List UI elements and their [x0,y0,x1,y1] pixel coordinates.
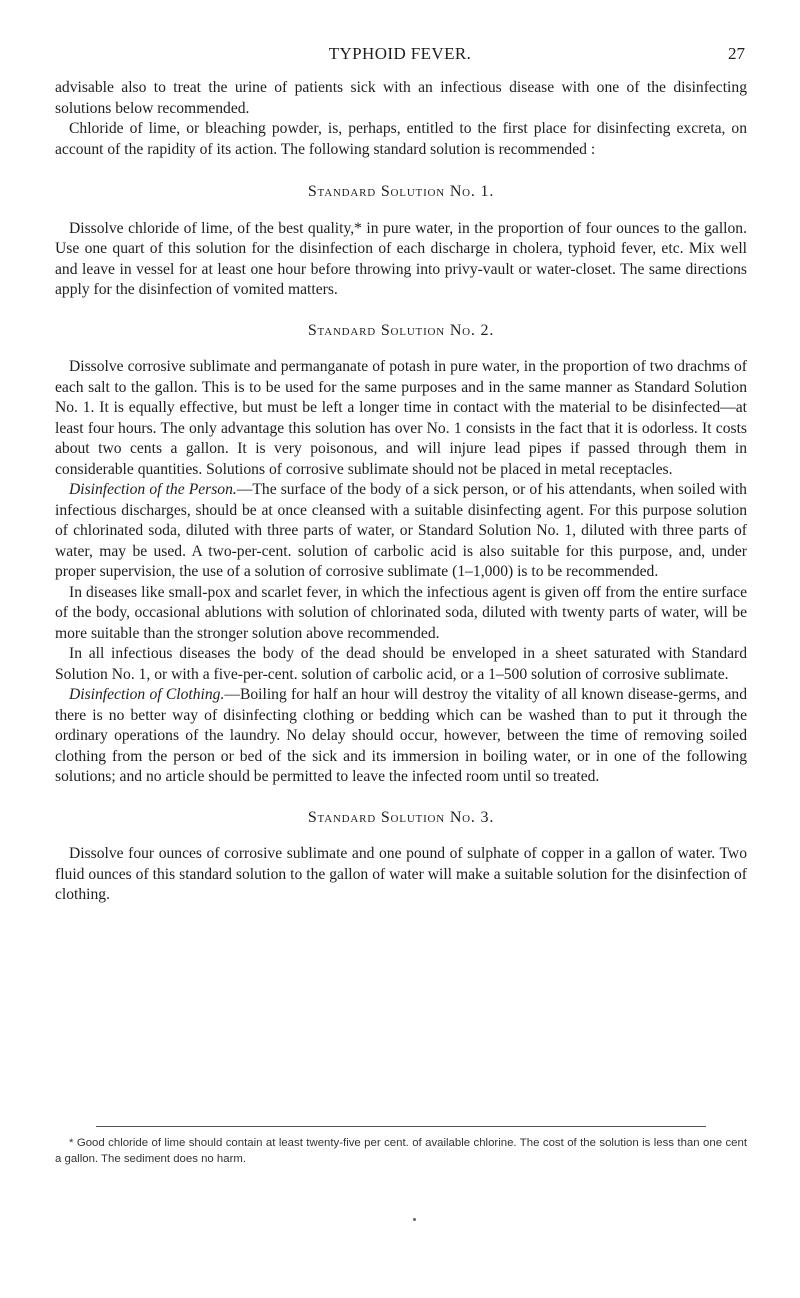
text-disinfection-clothing: —Boiling for half an hour will destroy the vitality of all known disease-germs, and there is no better way of disinfecting clothing or bedding which can be washed than to put it through the ordinary operations of the laundry. No delay should occur, however, between the time of removing soiled clothing from the person or bed of the sick and its immersion in boiling water, or in one of the following solutions; and no article should be permitted to leave the infected room until so treated. [55,686,747,785]
page-number: 27 [728,44,745,63]
heading-standard-solution-3: Standard Solution No. 3. [307,808,495,826]
intro-paragraph-continued: advisable also to treat the urine of patients sick with an infectious disease with one of the disinfecting solutions below recommended. [55,79,747,117]
running-title: TYPHOID FEVER. [328,44,472,63]
footnote-rule [96,1126,706,1127]
paragraph-disinfection-person [55,480,747,583]
footnote-text: * Good chloride of lime should contain at least twenty-five per cent. of available chlorine. The cost of the solution is less than one cent a gallon. The sediment does no harm. [55,1137,747,1165]
heading-standard-solution-2: Standard Solution No. 2. [307,321,495,339]
footnote [55,1135,747,1167]
intro-paragraph-chloride: Chloride of lime, or bleaching powder, is, perhaps, entitled to the first place for disinfecting excreta, on account of the rapidity of its action. The following standard solution is recommended : [55,120,747,158]
text-disinfection-person: —The surface of the body of a sick person, or of his attendants, when soiled with infectious discharges, should be at once cleansed with a suitable disinfecting agent. For this purpose solution of chlorinated soda, diluted with three parts of water, or Standard Solution No. 1, diluted with three parts of water, may be used. A two-per-cent. solution of carbolic acid is also suitable for this purpose, and, under proper supervision, the use of a solution of corrosive sublimate (1–1,000) is to be recommended. [55,481,747,580]
ink-speck [413,1218,416,1221]
paragraph-standard-solution-1: Dissolve chloride of lime, of the best quality,* in pure water, in the proportion of four ounces to the gallon. Use one quart of this solution for the disinfection of each discharge in cholera, typhoid fever, etc. Mix well and leave in vessel for at least one hour before throwing into privy-vault or water-closet. The same directions apply for the disinfection of vomited matters. [55,219,747,298]
paragraph-standard-solution-3: Dissolve four ounces of corrosive sublimate and one pound of sulphate of copper in a gallon of water. Two fluid ounces of this standard solution to the gallon of water will make a suitable solution for the disinfection of clothing. [55,845,747,903]
body-text [55,78,747,906]
heading-standard-solution-1: Standard Solution No. 1. [307,183,495,200]
paragraph-small-pox: In diseases like small-pox and scarlet fever, in which the infectious agent is given off from the entire surface of the body, occasional ablutions with solution of chlorinated soda, diluted with twenty parts of water, will be more suitable than the stronger solution above recommended. [55,583,747,642]
paragraph-body-of-dead: In all infectious diseases the body of the dead should be enveloped in a sheet saturated with Standard Solution No. 1, or with a five-per-cent. solution of carbolic acid, or a 1–500 solution of corrosive sublimate. [55,645,747,683]
running-head [0,42,800,66]
lead-disinfection-person: Disinfection of the Person. [69,481,237,498]
paragraph-disinfection-clothing [55,685,747,788]
lead-disinfection-clothing: Disinfection of Clothing. [69,686,225,703]
paragraph-standard-solution-2: Dissolve corrosive sublimate and permanganate of potash in pure water, in the proportion of two drachms of each salt to the gallon. This is to be used for the same purposes and in the same manner as Standard Solution No. 1. It is equally effective, but must be left a longer time in contact with the material to be disinfected—at least four hours. The only advantage this solution has over No. 1 consists in the fact that it is odorless. It costs about two cents a gallon. It is very poisonous, and will injure lead pipes if passed through them in considerable quantities. Solutions of corrosive sublimate should not be placed in metal receptacles. [55,358,747,478]
